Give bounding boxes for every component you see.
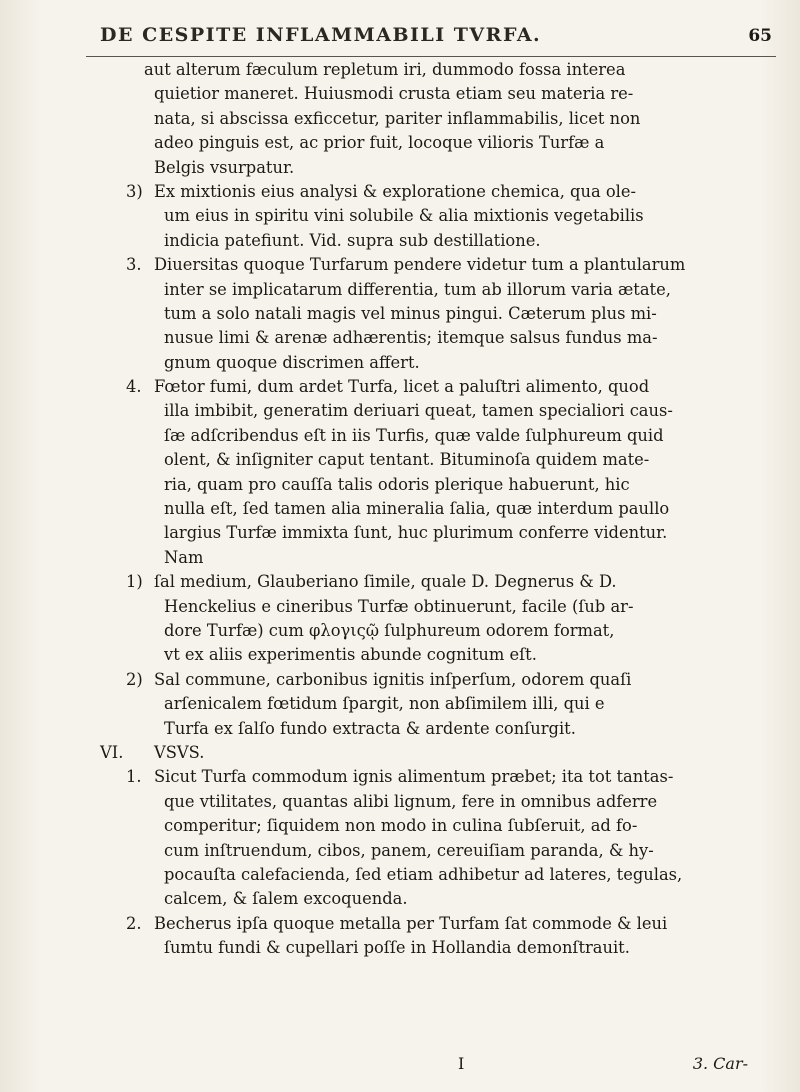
item-marker: 2): [126, 669, 143, 689]
text-line: ria, quam pro cauſſa talis odoris plerique habuerunt, hic: [164, 474, 630, 494]
text-line: comperitur; ſiquidem non modo in culina ſubſeruit, ad fo-: [164, 816, 638, 836]
text-line: nata, si abscissa exficcetur, pariter inflammabilis, licet non: [154, 108, 641, 128]
text-line: vt ex aliis experimentis abunde cognitum eſt.: [164, 645, 537, 665]
text-line: 2) Sal commune, carbonibus ignitis inſperſum, odorem quaſi: [78, 668, 778, 692]
text-line: 1) ſal medium, Glauberiano ſimile, quale D. Degnerus & D.: [78, 570, 778, 594]
text-line: arſenicalem fœtidum ſpargit, non abſimilem illi, qui e: [164, 694, 605, 714]
header-rule: [86, 56, 776, 57]
text-line: adeo pinguis est, ac prior fuit, locoque vilioris Turfæ a: [154, 133, 605, 153]
catchword: 3. Car-: [692, 1054, 748, 1073]
text-line: quietior maneret. Huiusmodi crusta etiam seu materia re-: [154, 84, 634, 104]
text-line: ſæ adſcribendus eſt in iis Turfis, quæ valde ſulphureum quid: [164, 425, 664, 445]
page-number: 65: [748, 26, 772, 46]
text-line: aut alterum fæculum repletum iri, dummodo fossa interea: [144, 60, 626, 79]
body-text: [78, 58, 778, 960]
signature-mark: I: [458, 1054, 465, 1073]
text-line: 2. Becherus ipſa quoque metalla per Turfam ſat commode & leui: [78, 912, 778, 936]
text-line: illa imbibit, generatim deriuari queat, tamen specialiori caus-: [164, 401, 673, 421]
text-line: olent, & inſigniter caput tentant. Bituminoſa quidem mate-: [164, 450, 650, 470]
text-line: que vtilitates, quantas alibi lignum, fere in omnibus adferre: [164, 791, 658, 811]
text-line: 1. Sicut Turfa commodum ignis alimentum præbet; ita tot tantas-: [78, 765, 778, 789]
section-number: VI.: [100, 742, 124, 762]
text-line: um eius in spiritu vini solubile & alia mixtionis vegetabilis: [164, 206, 644, 226]
text-line: largius Turfæ immixta ſunt, huc plurimum conferre videntur.: [164, 523, 668, 543]
text-line: nulla eſt, ſed tamen alia mineralia ſalia, quæ interdum paullo: [164, 499, 670, 519]
running-title: DE CESPITE INFLAMMABILI TVRFA.: [100, 24, 542, 46]
page-footer: [78, 1054, 758, 1078]
text-line: ſumtu fundi & cupellari poſſe in Hollandia demonſtrauit.: [164, 938, 630, 958]
item-marker: 4.: [126, 377, 142, 397]
text-line: gnum quoque discrimen affert.: [164, 352, 420, 372]
text-line: pocauſta calefacienda, ſed etiam adhibetur ad lateres, tegulas,: [164, 864, 683, 884]
text-line: dore Turfæ) cum φλογιςῷ ſulphureum odorem format,: [164, 620, 615, 640]
item-marker: 1): [126, 572, 143, 592]
text-line: calcem, & ſalem excoquenda.: [164, 889, 408, 909]
item-marker: 1.: [126, 767, 142, 787]
text-line: Henckelius e cineribus Turfæ obtinuerunt, facile (ſub ar-: [164, 596, 634, 616]
text-line: 3. Diuersitas quoque Turfarum pendere videtur tum a plantularum: [78, 253, 778, 277]
item-marker: 2.: [126, 913, 142, 933]
text-line: Turfa ex ſalſo fundo extracta & ardente conſurgit.: [164, 718, 576, 738]
text-line: Nam: [164, 547, 204, 567]
text-line: inter se implicatarum differentia, tum ab illorum varia ætate,: [164, 279, 671, 299]
item-marker: 3.: [126, 255, 142, 275]
section-heading: VI. VSVS.: [78, 741, 778, 765]
text-line: tum a solo natali magis vel minus pingui. Cæterum plus mi-: [164, 303, 657, 323]
text-line: nusue limi & arenæ adhærentis; itemque salsus fundus ma-: [164, 328, 658, 348]
text-line: 4. Fœtor fumi, dum ardet Turfa, licet a paluſtri alimento, quod: [78, 375, 778, 399]
text-line: indicia patefiunt. Vid. supra sub destillatione.: [164, 230, 541, 250]
text-line: 3) Ex mixtionis eius analysi & exploratione chemica, qua ole-: [78, 180, 778, 204]
text-line: cum inſtruendum, cibos, panem, cereuiſiam paranda, & hy-: [164, 840, 654, 860]
text-line: Belgis vsurpatur.: [154, 157, 295, 177]
page-header: [86, 20, 776, 54]
item-marker: 3): [126, 181, 143, 201]
